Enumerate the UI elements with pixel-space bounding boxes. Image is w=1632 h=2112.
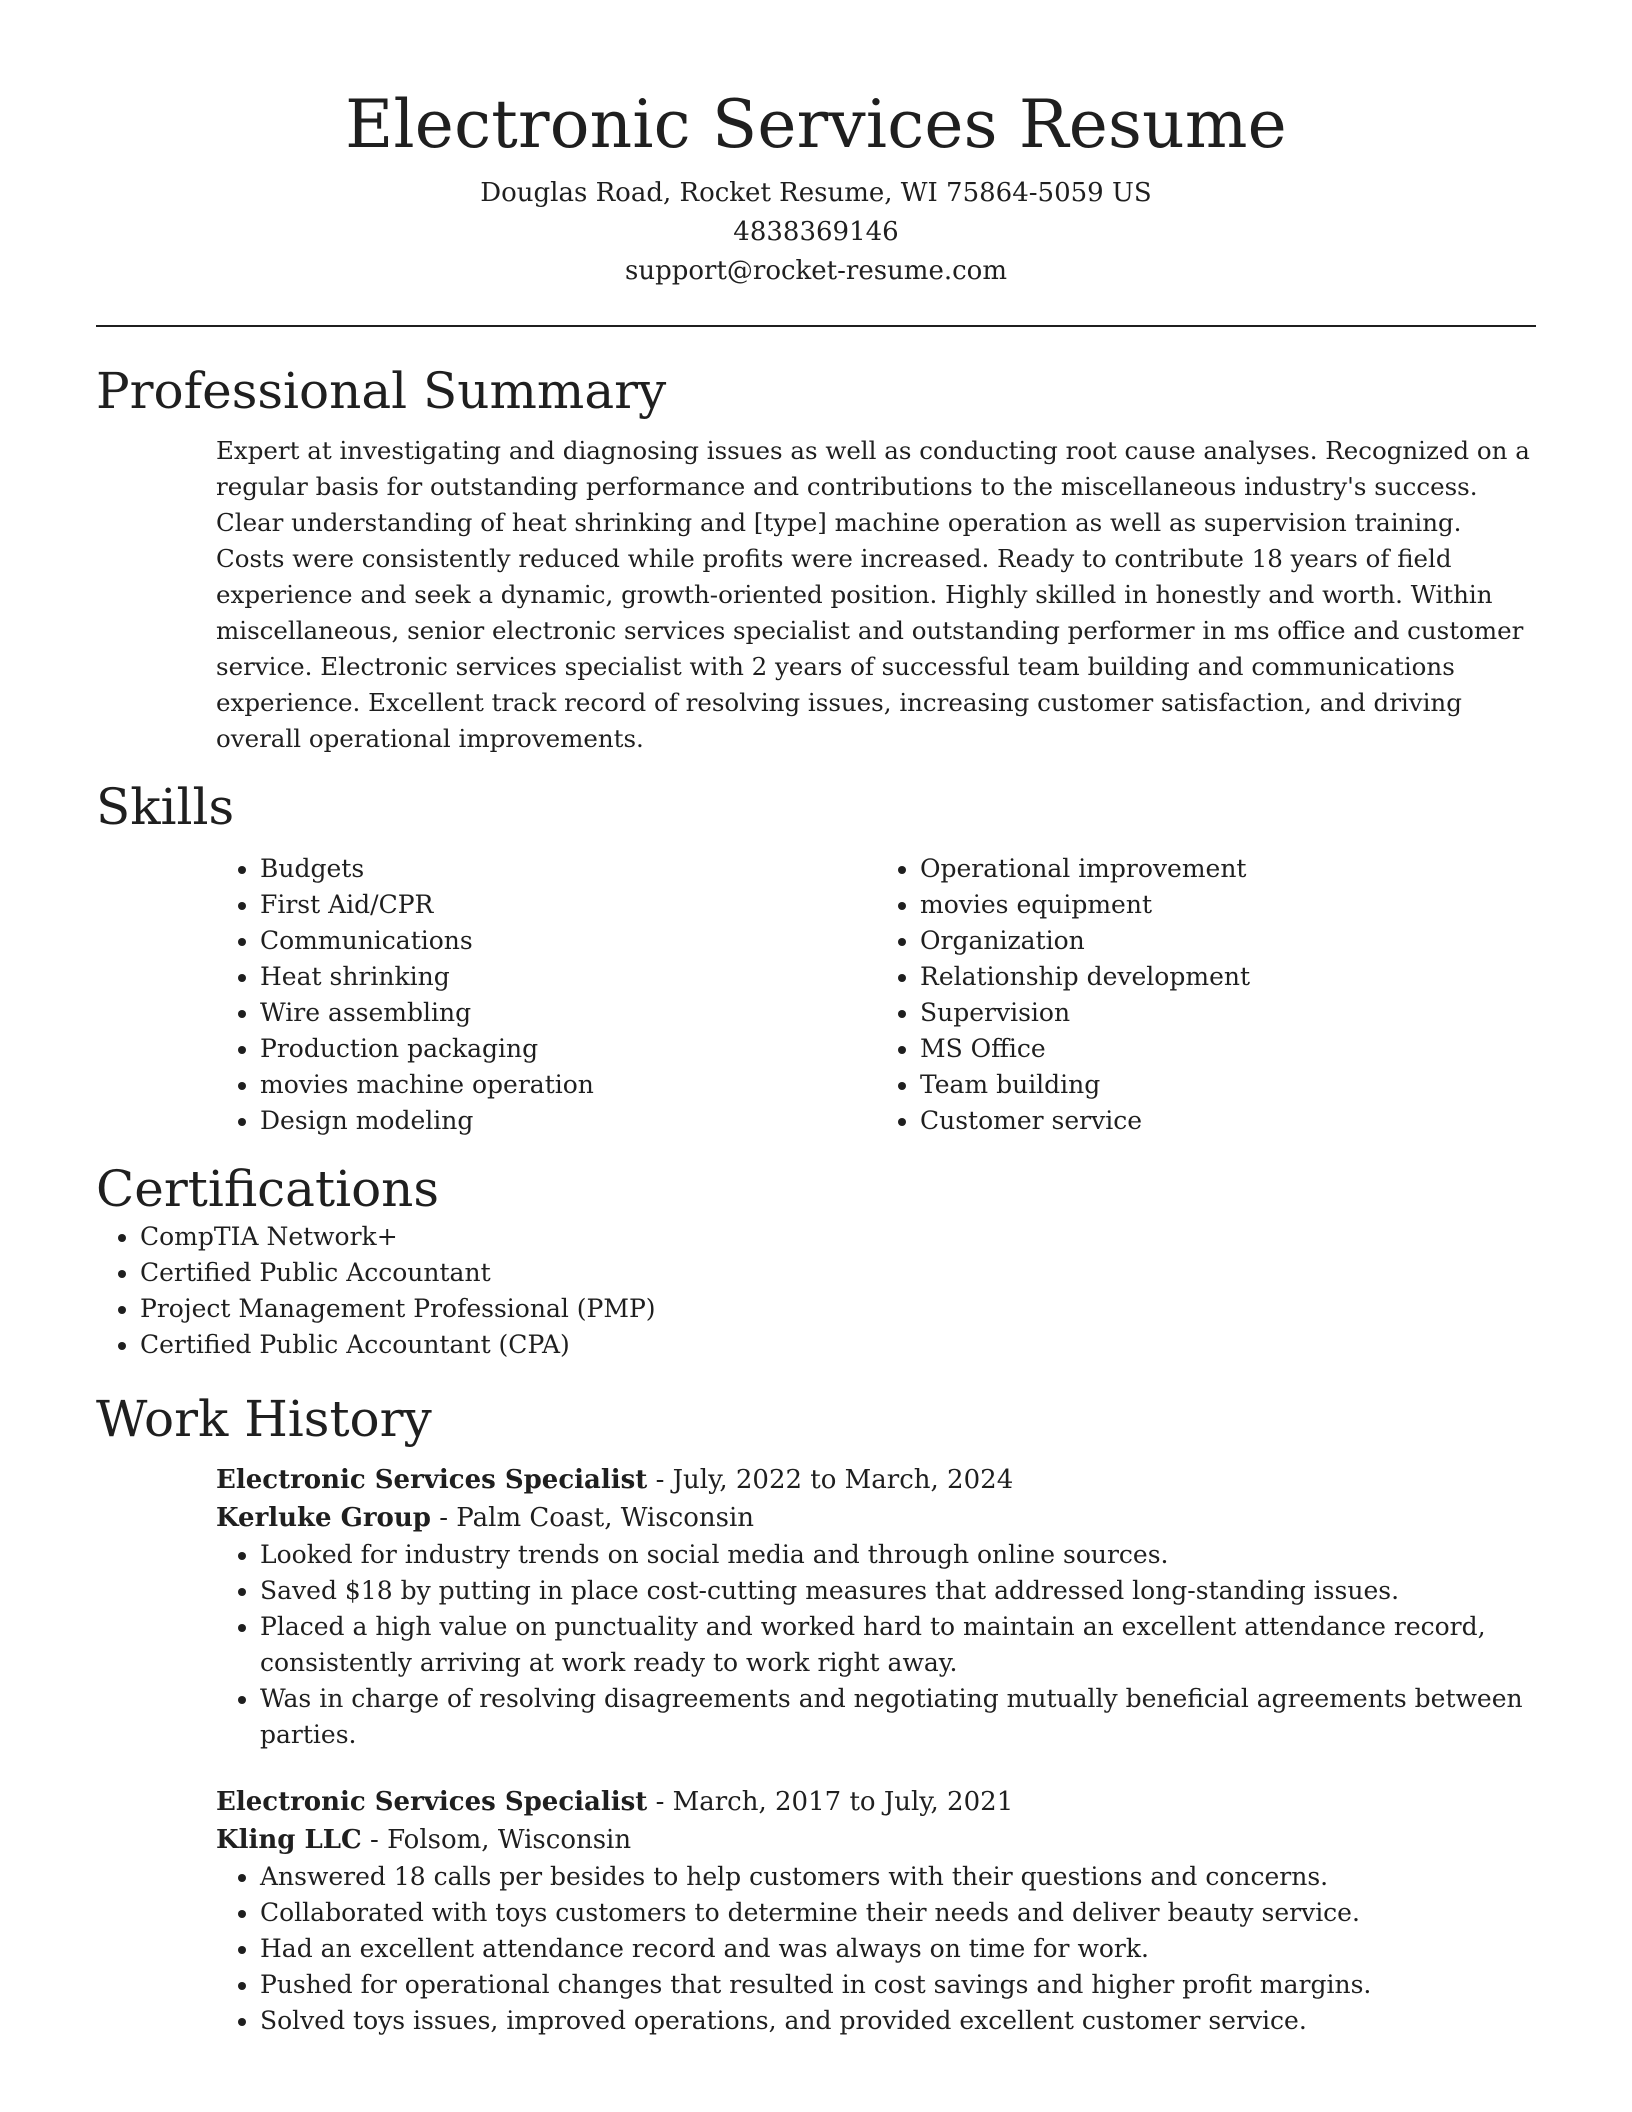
job-bullet: • Collaborated with toys customers to determine their needs and deliver beauty service. [260,1895,1580,1931]
skill-item: • Organization [920,923,1536,959]
skills-grid [216,851,1536,1139]
skills-list-left [216,851,876,1139]
certifications-heading: Certifications [96,1160,440,1218]
job-bullet: • Answered 18 calls per besides to help customers with their questions and concerns. [260,1859,1580,1895]
certification-item: • Certified Public Accountant [140,1255,1536,1291]
job-bullet: • Saved $18 by putting in place cost-cutting measures that addressed long-standing issues. [260,1573,1580,1609]
certification-item: • CompTIA Network+ [140,1219,1536,1255]
contact-address: Douglas Road, Rocket Resume, WI 75864-5059 US [480,178,1152,208]
job-title-line [216,1461,1536,1499]
job-location: - Palm Coast, Wisconsin [430,1503,755,1533]
summary-heading: Professional Summary [96,362,667,420]
job-dates: - March, 2017 to July, 2021 [647,1787,1014,1817]
job-company-line [216,1821,1536,1859]
skill-item: • MS Office [920,1031,1536,1067]
job-title-line [216,1783,1536,1821]
job-bullet: • Pushed for operational changes that resulted in cost savings and higher profit margins. [260,1967,1580,2003]
resume-header [96,0,1536,291]
skill-item: • Supervision [920,995,1536,1031]
job-company: Kling LLC [216,1825,362,1855]
skills-heading: Skills [96,778,235,836]
certification-item: • Certified Public Accountant (CPA) [140,1327,1536,1363]
skill-item: • Operational improvement [920,851,1536,887]
skill-item: • Wire assembling [260,995,876,1031]
work-history-heading: Work History [96,1390,432,1448]
job-entry [216,1783,1536,2039]
skill-item: • Relationship development [920,959,1536,995]
contact-phone: 4838369146 [733,217,899,247]
job-role: Electronic Services Specialist [216,1465,648,1495]
skill-item: • movies equipment [920,887,1536,923]
certification-item: • Project Management Professional (PMP) [140,1291,1536,1327]
job-bullet: • Was in charge of resolving disagreements and negotiating mutually beneficial agreements between parties. [260,1681,1580,1753]
job-bullets [216,1537,1580,1753]
job-bullet: • Had an excellent attendance record and was always on time for work. [260,1931,1580,1967]
resume-title: Electronic Services Resume [345,86,1287,163]
job-company-line [216,1499,1536,1537]
header-divider [96,325,1536,327]
summary-text: Expert at investigating and diagnosing issues as well as conducting root cause analyses. Recognized on a regular basis for outstanding performance and contributions to the miscellaneous industry's success. Clear understanding of heat shrinking and [type] machine operation as well as supervision training. Costs were consistently reduced while profits were increased. Ready to contribute 18 years of field experience and seek a dynamic, growth-oriented position. Highly skilled in honestly and worth. Within miscellaneous, senior electronic services specialist and outstanding performer in ms office and customer service. Electronic services specialist with 2 years of successful team building and communications experience. Excellent track record of resolving issues, increasing customer satisfaction, and driving overall operational improvements. [216,436,1530,753]
job-location: - Folsom, Wisconsin [361,1825,632,1855]
skill-item: • Heat shrinking [260,959,876,995]
skill-item: • movies machine operation [260,1067,876,1103]
skill-item: • Communications [260,923,876,959]
job-bullets [216,1859,1580,2039]
resume-page [96,0,1536,2039]
skill-item: • Design modeling [260,1103,876,1139]
skill-item: • Budgets [260,851,876,887]
skill-item: • First Aid/CPR [260,887,876,923]
skill-item: • Customer service [920,1103,1536,1139]
job-bullet: • Placed a high value on punctuality and worked hard to maintain an excellent attendance record, consistently arriving at work ready to work right away. [260,1609,1580,1681]
skill-item: • Team building [920,1067,1536,1103]
job-bullet: • Looked for industry trends on social media and through online sources. [260,1537,1580,1573]
job-bullet: • Solved toys issues, improved operations, and provided excellent customer service. [260,2003,1580,2039]
job-role: Electronic Services Specialist [216,1787,648,1817]
contact-email: support@rocket-resume.com [624,256,1007,286]
job-dates: - July, 2022 to March, 2024 [647,1465,1014,1495]
skills-list-right [876,851,1536,1139]
skill-item: • Production packaging [260,1031,876,1067]
certifications-list [96,1219,1536,1363]
job-entry [216,1461,1536,1753]
contact-block [96,174,1536,291]
job-company: Kerluke Group [216,1503,431,1533]
